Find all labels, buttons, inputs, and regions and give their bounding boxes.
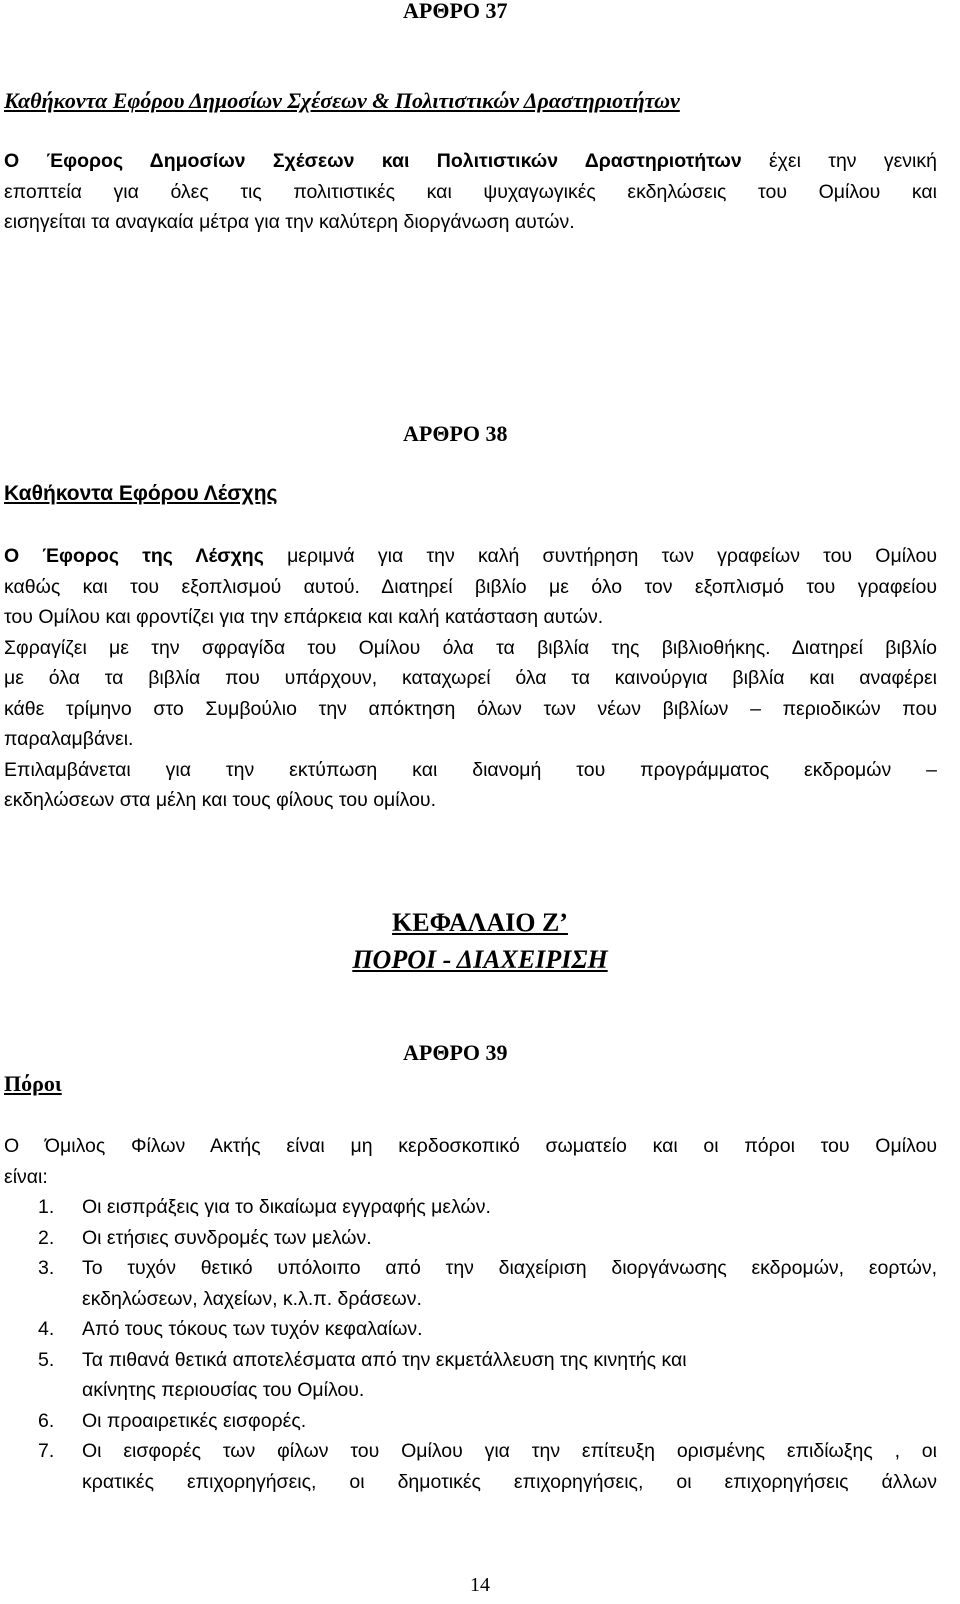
chapter-heading-1: ΚΕΦΑΛΑΙΟ Ζ’	[392, 908, 568, 937]
list-item: 5. Τα πιθανά θετικά αποτελέσματα από την εκμετάλλευση της κινητής και ακίνητης περιουσίας του Ομίλου.	[38, 1348, 687, 1401]
article-39-heading: ΑΡΘΡΟ 39	[403, 1040, 508, 1065]
article-39-title: Πόροι	[4, 1071, 62, 1096]
list-item: 7. Οι εισφορές των φίλων του Ομίλου για την επίτευξη ορισμένης επιδίωξης , οι κρατικές επιχορηγήσεις, οι δημοτικές επιχορηγήσεις, οι επιχορηγήσεις άλλων	[38, 1440, 937, 1493]
article-38-line-1: Ο Έφορος της Λέσχης μεριμνά για την καλή συντήρηση των γραφείων του Ομίλου	[4, 545, 937, 567]
article-39-intro-line-2: είναι:	[4, 1165, 48, 1188]
article-39-intro-line-1: Ο Όμιλος Φίλων Ακτής είναι μη κερδοσκοπικό σωματείο και οι πόροι του Ομίλου	[4, 1135, 937, 1157]
list-item: 1. Οι εισπράξεις για το δικαίωμα εγγραφής μελών.	[38, 1196, 491, 1218]
page-number: 14	[470, 1574, 490, 1596]
article-38-line-9: εκδηλώσεων στα μέλη και τους φίλους του ομίλου.	[4, 789, 436, 811]
article-38-heading: ΑΡΘΡΟ 38	[403, 421, 508, 446]
article-38-line-8: Επιλαμβάνεται για την εκτύπωση και διανομή του προγράμματος εκδρομών –	[4, 758, 937, 781]
chapter-heading-2: ΠΟΡΟΙ - ΔΙΑΧΕΙΡΙΣΗ	[352, 945, 608, 974]
article-39-intro	[4, 1131, 937, 1192]
list-item: 4. Από τους τόκους των τυχόν κεφαλαίων.	[38, 1318, 423, 1340]
resources-list	[4, 1192, 937, 1497]
article-38-title: Καθήκοντα Εφόρου Λέσχης	[4, 482, 278, 505]
article-37-heading: ΑΡΘΡΟ 37	[403, 0, 508, 23]
article-38-line-3: του Ομίλου και φροντίζει για την επάρκεια και καλή κατάσταση αυτών.	[4, 606, 604, 628]
article-37-lead: Ο Έφορος Δημοσίων Σχέσεων και Πολιτιστικών Δραστηριοτήτων	[4, 150, 742, 172]
article-38-line-2: καθώς και του εξοπλισμού αυτού. Διατηρεί βιβλίο με όλο τον εξοπλισμό του γραφείου	[4, 575, 937, 598]
article-37-body	[4, 146, 937, 238]
article-38-line-6: κάθε τρίμηνο στο Συμβούλιο την απόκτηση όλων των νέων βιβλίων – περιοδικών που	[4, 697, 937, 720]
article-38-body	[4, 541, 937, 816]
list-item: 6. Οι προαιρετικές εισφορές.	[38, 1409, 307, 1432]
article-37-line-1: Ο Έφορος Δημοσίων Σχέσεων και Πολιτιστικών Δραστηριοτήτων έχει την γενική	[4, 150, 937, 172]
list-item: 3. Το τυχόν θετικό υπόλοιπο από την διαχείριση διοργάνωσης εκδρομών, εορτών, εκδηλώσεων, λαχείων, κ.λ.π. δράσεων.	[38, 1257, 937, 1310]
list-item: 2. Οι ετήσιες συνδρομές των μελών.	[38, 1226, 372, 1249]
article-38-line-5: με όλα τα βιβλία που υπάρχουν, καταχωρεί όλα τα καινούργια βιβλία και αναφέρει	[4, 667, 937, 689]
article-38-line-4: Σφραγίζει με την σφραγίδα του Ομίλου όλα τα βιβλία της βιβλιοθήκης. Διατηρεί βιβλίο	[4, 636, 937, 659]
article-37-line-2: εποπτεία για όλες τις πολιτιστικές και ψυχαγωγικές εκδηλώσεις του Ομίλου και	[4, 180, 937, 203]
article-38-lead: Ο Έφορος της Λέσχης	[4, 545, 264, 567]
article-37-title: Καθήκοντα Εφόρου Δημοσίων Σχέσεων & Πολιτιστικών Δραστηριοτήτων	[4, 88, 680, 113]
article-37-line-3: εισηγείται τα αναγκαία μέτρα για την καλύτερη διοργάνωση αυτών.	[4, 211, 575, 233]
article-38-line-7: παραλαμβάνει.	[4, 728, 134, 750]
